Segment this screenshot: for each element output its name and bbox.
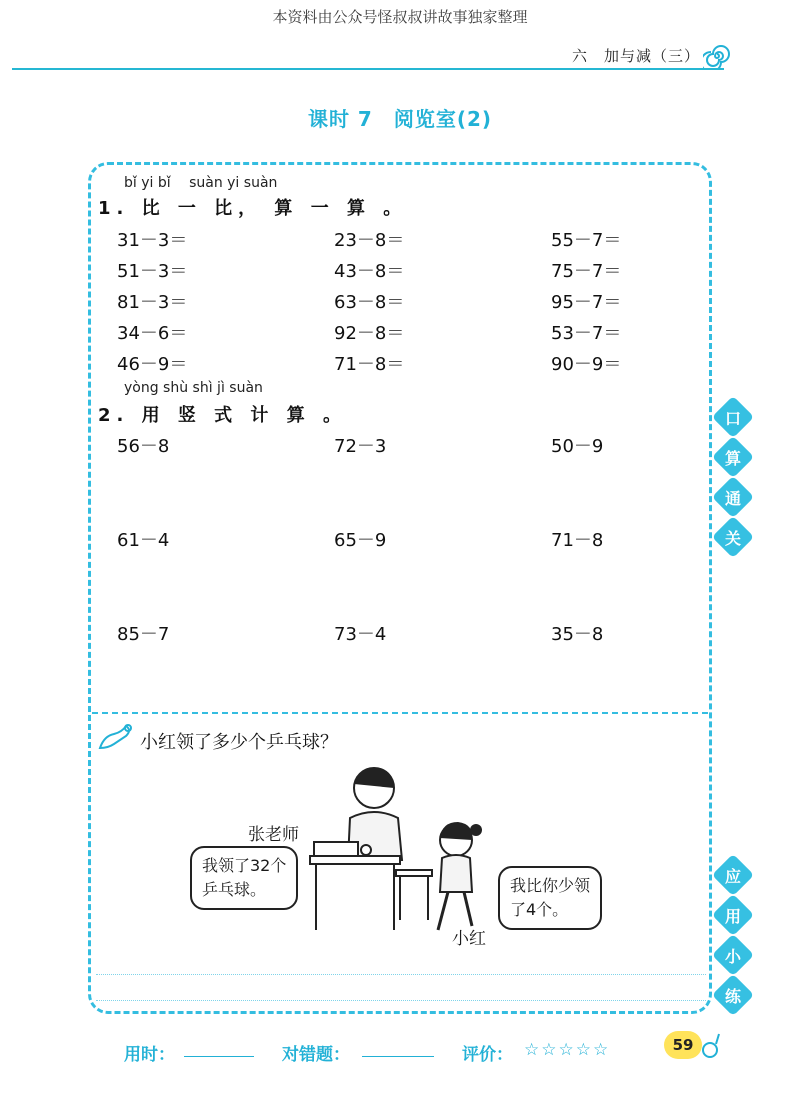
side-tag-char: 通 xyxy=(724,488,741,508)
side-tag-oral-calc xyxy=(712,398,754,562)
q2-expression: 65－9 xyxy=(334,530,387,551)
correct-blank[interactable] xyxy=(362,1056,434,1057)
chapter-title: 六 加与减（三） xyxy=(571,47,700,65)
q1-expression: 51－3＝ xyxy=(117,261,188,282)
q1-expression: 92－8＝ xyxy=(334,323,405,344)
answer-line xyxy=(96,1000,706,1001)
q2-expression: 71－8 xyxy=(551,530,604,551)
q1-expression: 71－8＝ xyxy=(334,354,405,375)
bubble-line: 了4个。 xyxy=(510,900,569,919)
q1-expression: 55－7＝ xyxy=(551,230,622,251)
teacher-label: 张老师 xyxy=(248,825,299,845)
rating-label: 评价： xyxy=(462,1045,513,1065)
rating-stars[interactable]: ☆☆☆☆☆ xyxy=(524,1040,611,1060)
q1-expression: 23－8＝ xyxy=(334,230,405,251)
side-tag-char: 用 xyxy=(724,906,741,926)
q2-expression: 35－8 xyxy=(551,624,604,645)
q2-pinyin: yòng shù shì jì suàn xyxy=(124,380,263,396)
girl-label: 小红 xyxy=(452,929,486,949)
q1-expression: 63－8＝ xyxy=(334,292,405,313)
side-tag-char: 应 xyxy=(724,866,741,886)
q1-expression: 75－7＝ xyxy=(551,261,622,282)
bubble-line: 乒乓球。 xyxy=(202,880,267,899)
teacher-speech-bubble xyxy=(190,846,298,910)
header-rule xyxy=(12,68,724,70)
snail-icon xyxy=(700,1030,722,1060)
answer-line xyxy=(96,974,706,975)
q1-expression: 53－7＝ xyxy=(551,323,622,344)
time-blank[interactable] xyxy=(184,1056,254,1057)
hint-icon xyxy=(96,722,136,754)
q1-expression: 31－3＝ xyxy=(117,230,188,251)
q2-expression: 73－4 xyxy=(334,624,387,645)
q2-expression: 85－7 xyxy=(117,624,170,645)
side-tag-application xyxy=(712,856,754,1020)
q2-title: 2. 用 竖 式 计 算 。 xyxy=(98,405,347,426)
watermark-text: 本资料由公众号怪叔叔讲故事独家整理 xyxy=(272,8,528,26)
side-tag-char: 口 xyxy=(724,408,741,428)
spiral-icon xyxy=(703,42,731,70)
q1-expression: 43－8＝ xyxy=(334,261,405,282)
q2-expression: 61－4 xyxy=(117,530,170,551)
section-divider xyxy=(92,712,708,714)
application-question: 小红领了多少个乒乓球？ xyxy=(140,732,338,753)
side-tag-char: 练 xyxy=(724,986,741,1006)
classroom-illustration xyxy=(290,760,500,940)
page-number: 59 xyxy=(664,1031,702,1059)
girl-speech-bubble xyxy=(498,866,602,930)
q1-expression: 46－9＝ xyxy=(117,354,188,375)
side-tag-char: 关 xyxy=(724,528,741,548)
q1-pinyin: bǐ yi bǐ suàn yi suàn xyxy=(124,175,278,191)
q1-title: 1. 比 一 比， 算 一 算 。 xyxy=(98,198,408,219)
q2-expression: 72－3 xyxy=(334,436,387,457)
q1-expression: 90－9＝ xyxy=(551,354,622,375)
bubble-line: 我比你少领 xyxy=(510,876,591,895)
lesson-title: 课时 7 阅览室(2) xyxy=(307,107,493,131)
q2-expression: 50－9 xyxy=(551,436,604,457)
side-tag-char: 小 xyxy=(724,946,741,966)
side-tag-char: 算 xyxy=(724,448,741,468)
q1-expression: 95－7＝ xyxy=(551,292,622,313)
q2-expression: 56－8 xyxy=(117,436,170,457)
q1-expression: 34－6＝ xyxy=(117,323,188,344)
q1-expression: 81－3＝ xyxy=(117,292,188,313)
time-label: 用时： xyxy=(124,1045,175,1065)
bubble-line: 我领了32个 xyxy=(202,856,287,875)
correct-label: 对错题： xyxy=(282,1045,350,1065)
